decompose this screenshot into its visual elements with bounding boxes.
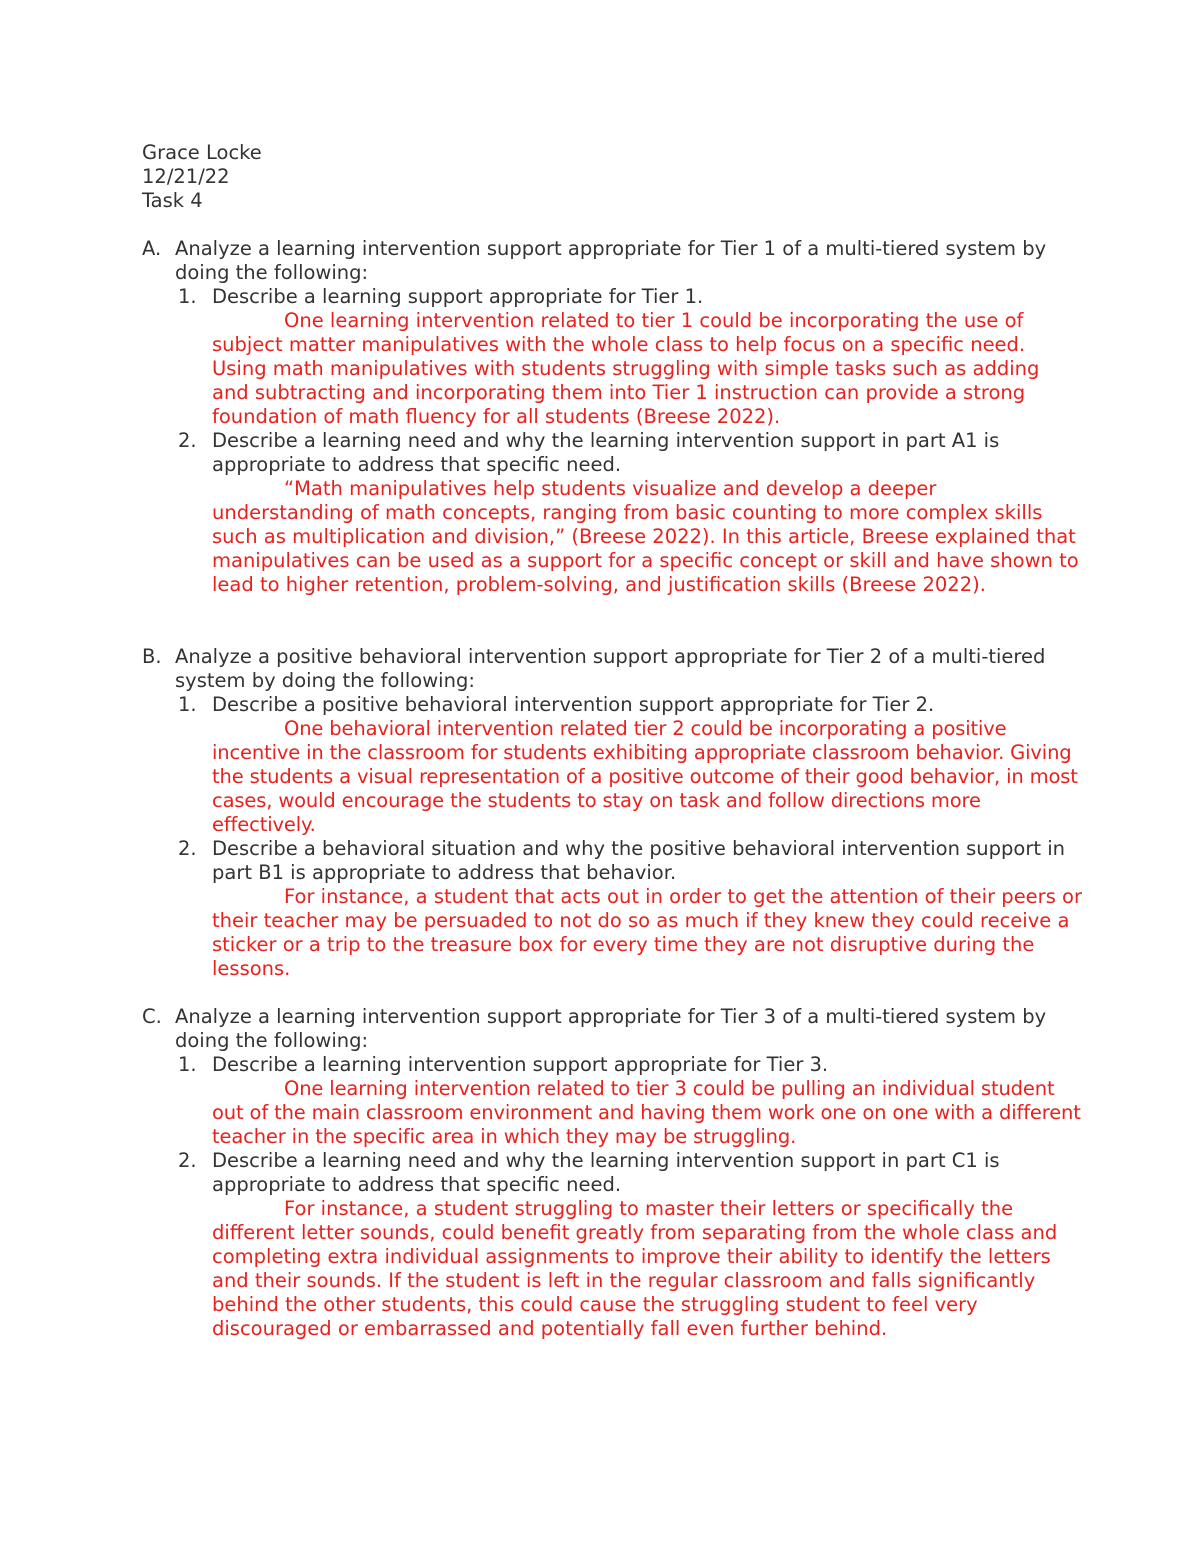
question-c1-number: 1. bbox=[178, 1053, 197, 1076]
answer-b2: For instance, a student that acts out in order to get the attention of their peers or their teacher may be persuaded to not do so as much if they knew they could receive a sticker or a trip to the treasure box for every time they are not disruptive during the lessons. bbox=[212, 885, 1083, 980]
document-date: 12/21/22 bbox=[142, 165, 230, 188]
section-c-letter: C. bbox=[142, 1005, 162, 1028]
section-c-heading bbox=[142, 1005, 1082, 1053]
question-c2 bbox=[142, 1149, 1082, 1197]
section-b bbox=[142, 645, 1082, 981]
question-a1-text: Describe a learning support appropriate for Tier 1. bbox=[212, 285, 704, 308]
answer-a1: One learning intervention related to tier 1 could be incorporating the use of subject matter manipulatives with the whole class to help focus on a specific need. Using math manipulatives with students struggling with simple tasks such as adding and subtracting and incorporating them into Tier 1 instruction can provide a strong foundation of math fluency for all students (Breese 2022). bbox=[212, 309, 1040, 428]
answer-c2: For instance, a student struggling to master their letters or specifically the different letter sounds, could benefit greatly from separating from the whole class and completing extra individual assignments to improve their ability to identify the letters and their sounds. If the student is left in the regular classroom and falls significantly behind the other students, this could cause the struggling student to feel very discouraged or embarrassed and potentially fall even further behind. bbox=[212, 1197, 1058, 1340]
section-a-heading bbox=[142, 237, 1082, 285]
question-a1 bbox=[142, 285, 1082, 309]
question-c2-text: Describe a learning need and why the learning intervention support in part C1 is appropriate to address that specific need. bbox=[212, 1149, 1000, 1196]
section-a bbox=[142, 237, 1082, 597]
question-a2-number: 2. bbox=[178, 429, 197, 452]
section-c-prompt: Analyze a learning intervention support appropriate for Tier 3 of a multi-tiered system by doing the following: bbox=[175, 1005, 1047, 1052]
question-b1-number: 1. bbox=[178, 693, 197, 716]
answer-a2: “Math manipulatives help students visualize and develop a deeper understanding of math concepts, ranging from basic counting to more complex skills such as multiplication and division,” (Breese 2022). In this article, Breese explained that manipulatives can be used as a support for a specific concept or skill and have shown to lead to higher retention, problem-solving, and justification skills (Breese 2022). bbox=[212, 477, 1079, 596]
section-a-prompt: Analyze a learning intervention support appropriate for Tier 1 of a multi-tiered system by doing the following: bbox=[175, 237, 1047, 284]
document-header bbox=[142, 141, 262, 213]
question-a2-text: Describe a learning need and why the learning intervention support in part A1 is appropriate to address that specific need. bbox=[212, 429, 1000, 476]
question-c2-number: 2. bbox=[178, 1149, 197, 1172]
author-name: Grace Locke bbox=[142, 141, 262, 164]
task-title: Task 4 bbox=[142, 189, 203, 212]
answer-b1: One behavioral intervention related tier 2 could be incorporating a positive incentive in the classroom for students exhibiting appropriate classroom behavior. Giving the students a visual representation of a positive outcome of their good behavior, in most cases, would encourage the students to stay on task and follow directions more effectively. bbox=[212, 717, 1078, 836]
section-b-prompt: Analyze a positive behavioral intervention support appropriate for Tier 2 of a multi-tiered system by doing the following: bbox=[175, 645, 1046, 692]
section-b-heading bbox=[142, 645, 1082, 693]
question-c1-text: Describe a learning intervention support appropriate for Tier 3. bbox=[212, 1053, 829, 1076]
section-c bbox=[142, 1005, 1082, 1341]
question-a2 bbox=[142, 429, 1082, 477]
section-b-letter: B. bbox=[142, 645, 162, 668]
question-b2 bbox=[142, 837, 1082, 885]
section-a-letter: A. bbox=[142, 237, 162, 260]
answer-c1: One learning intervention related to tier 3 could be pulling an individual student out of the main classroom environment and having them work one on one with a different teacher in the specific area in which they may be struggling. bbox=[212, 1077, 1081, 1148]
question-b1-text: Describe a positive behavioral intervention support appropriate for Tier 2. bbox=[212, 693, 935, 716]
question-c1 bbox=[142, 1053, 1082, 1077]
question-b2-text: Describe a behavioral situation and why the positive behavioral intervention support in part B1 is appropriate to address that behavior. bbox=[212, 837, 1065, 884]
question-a1-number: 1. bbox=[178, 285, 197, 308]
question-b1 bbox=[142, 693, 1082, 717]
question-b2-number: 2. bbox=[178, 837, 197, 860]
